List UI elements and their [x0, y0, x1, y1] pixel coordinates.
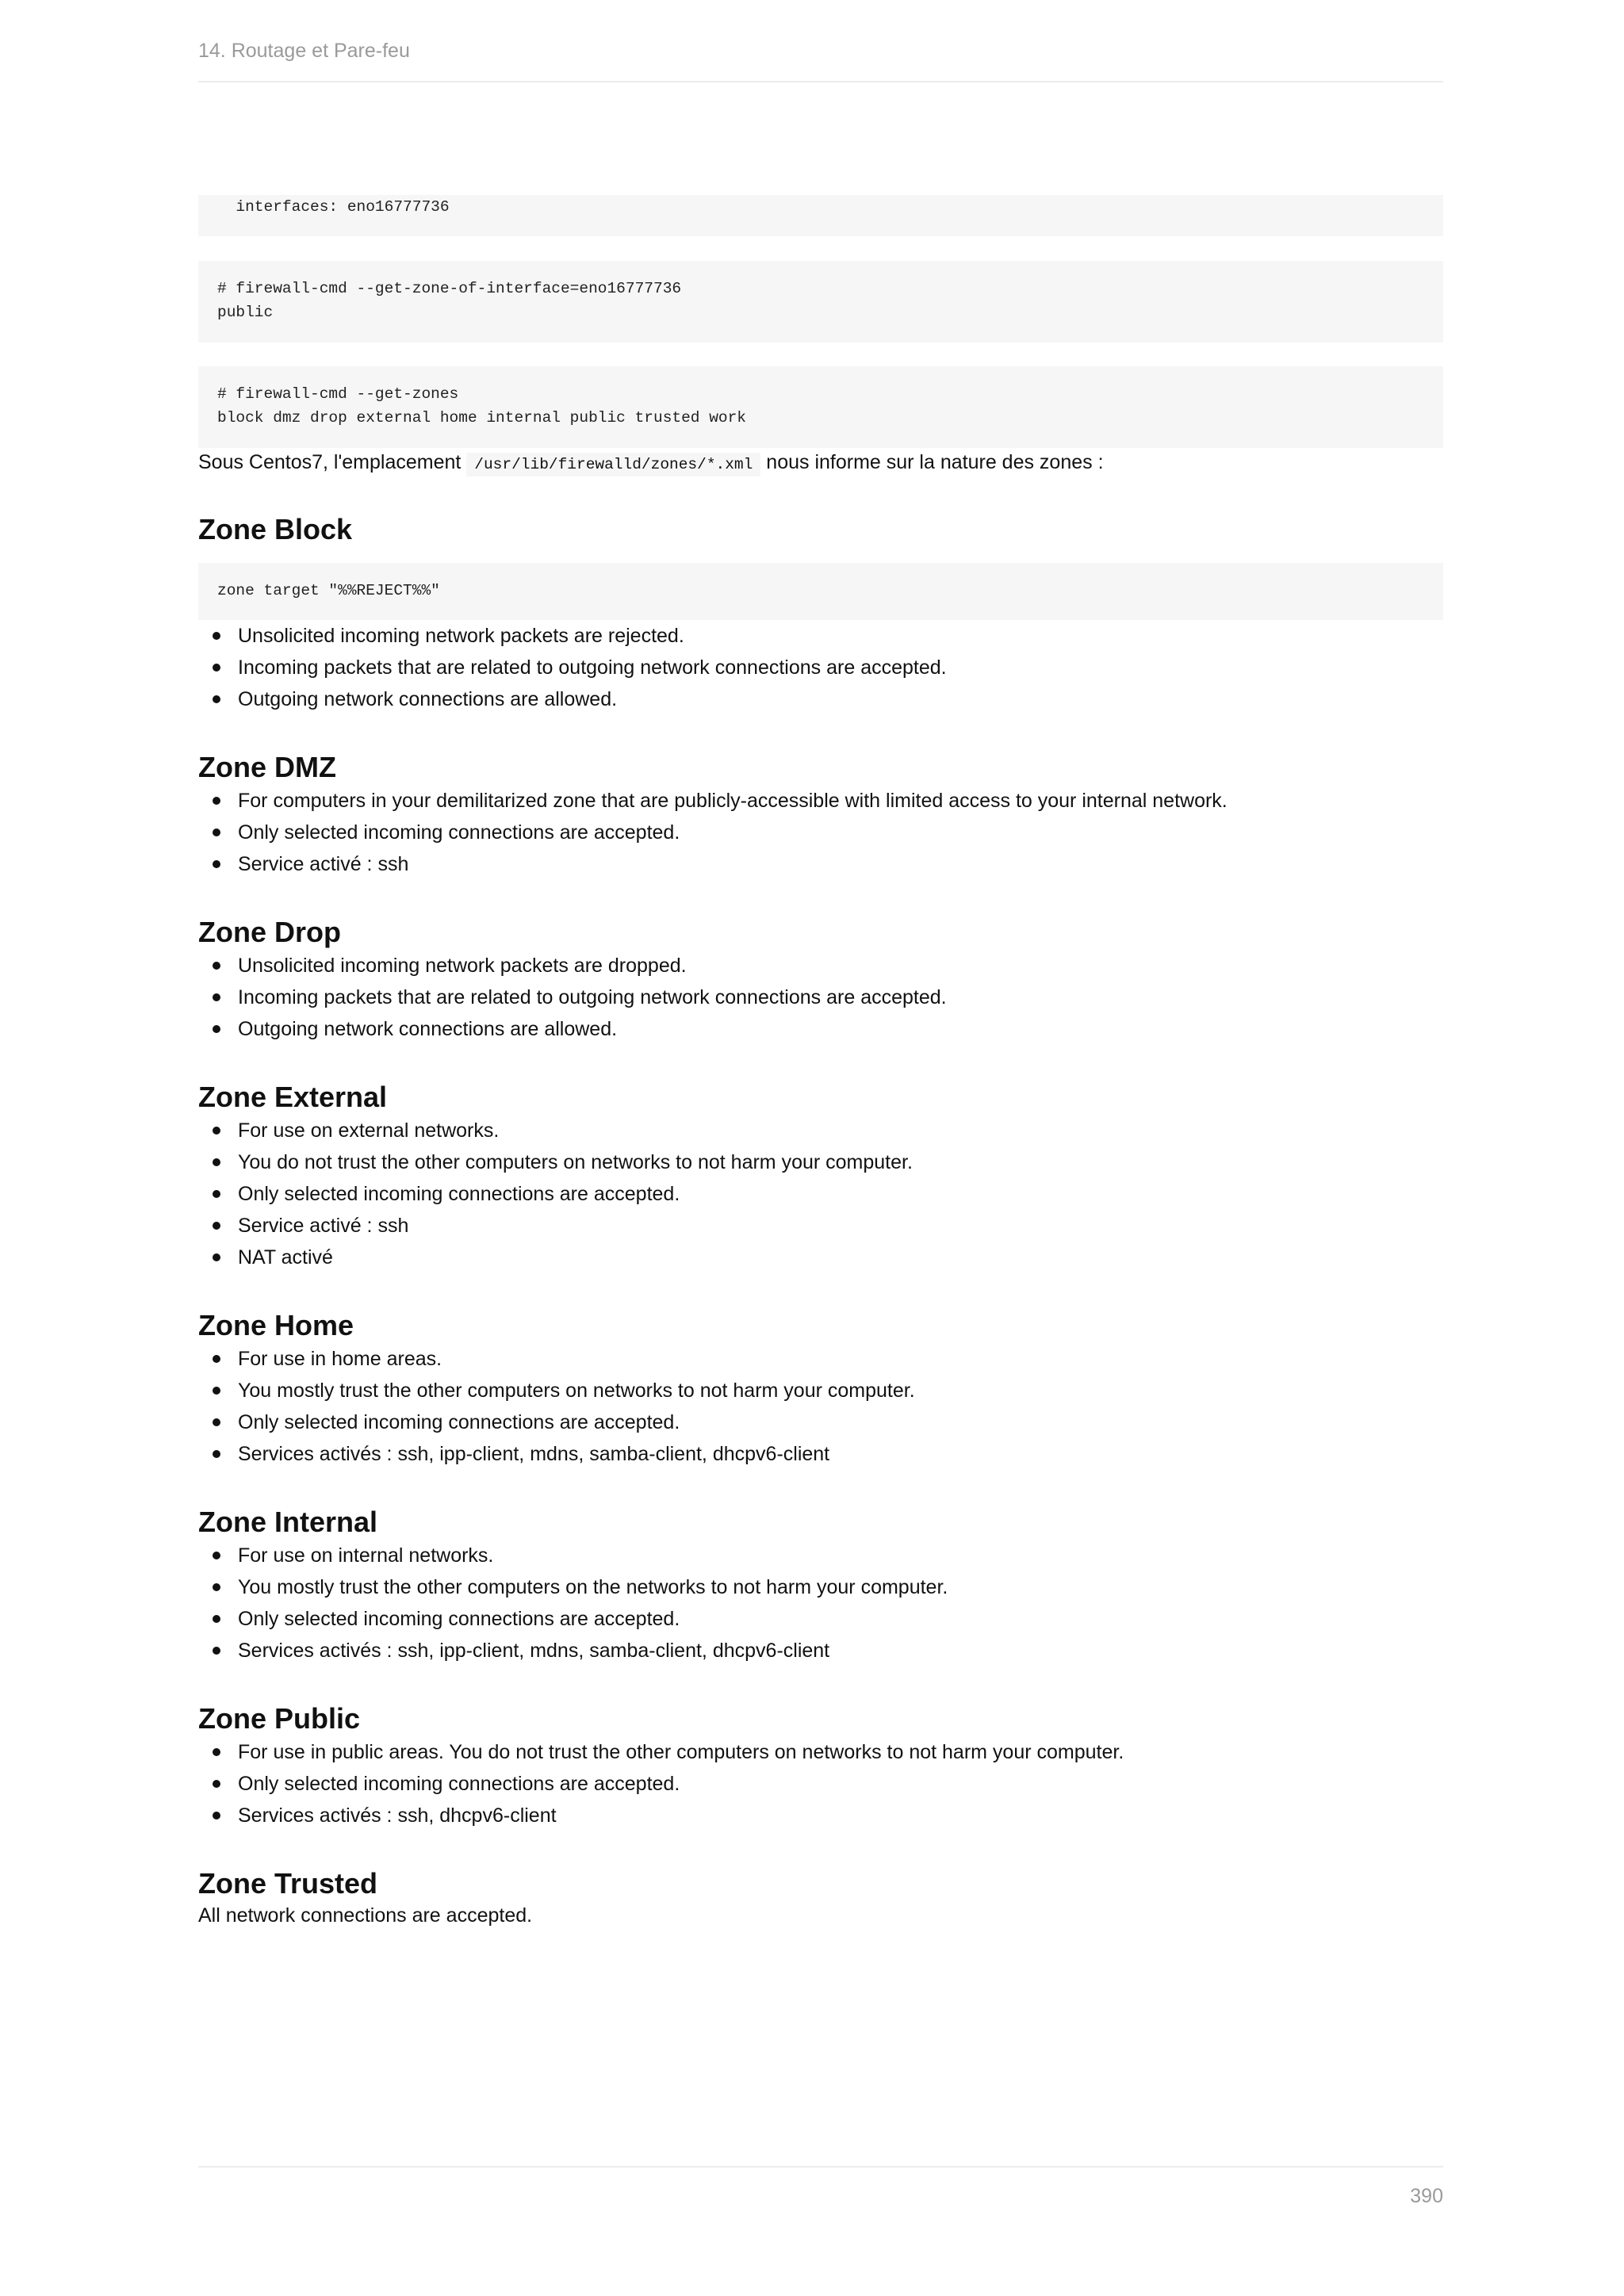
- list-zone-home: [198, 1343, 1443, 1470]
- code-block-block-target: zone target "%%REJECT%%": [198, 563, 1443, 620]
- page-number: 390: [1410, 2185, 1443, 2207]
- paragraph-zone-trusted: All network connections are accepted.: [198, 1904, 533, 1927]
- code-block-get-zones: # firewall-cmd --get-zones block dmz drop external home internal public trusted work: [198, 366, 1443, 448]
- list-zone-external: [198, 1115, 1443, 1273]
- heading-zone-trusted: Zone Trusted: [198, 1867, 378, 1900]
- list-zone-drop: [198, 950, 1443, 1045]
- heading-zone-home: Zone Home: [198, 1309, 354, 1341]
- header-divider: [198, 81, 1443, 82]
- list-item: Outgoing network connections are allowed.: [238, 683, 1443, 715]
- list-item: Only selected incoming connections are accepted.: [238, 817, 1443, 848]
- list-item: Incoming packets that are related to outgoing network connections are accepted.: [238, 982, 1443, 1013]
- code-block-zone-of-interface: # firewall-cmd --get-zone-of-interface=eno16777736 public: [198, 261, 1443, 342]
- intro-text-before: Sous Centos7, l'emplacement: [198, 451, 467, 473]
- list-item: Incoming packets that are related to outgoing network connections are accepted.: [238, 652, 1443, 683]
- list-item: Outgoing network connections are allowed.: [238, 1013, 1443, 1045]
- footer-divider: [198, 2166, 1443, 2168]
- list-item: Unsolicited incoming network packets are rejected.: [238, 620, 1443, 652]
- list-item: You do not trust the other computers on networks to not harm your computer.: [238, 1146, 1443, 1178]
- list-item: Only selected incoming connections are accepted.: [238, 1603, 1443, 1635]
- heading-zone-external: Zone External: [198, 1081, 388, 1113]
- list-item: You mostly trust the other computers on networks to not harm your computer.: [238, 1375, 1443, 1406]
- list-item: You mostly trust the other computers on the networks to not harm your computer.: [238, 1571, 1443, 1603]
- list-item: Service activé : ssh: [238, 848, 1443, 880]
- intro-text-after: nous informe sur la nature des zones :: [760, 451, 1104, 473]
- page-content: [198, 195, 1443, 1930]
- heading-zone-dmz: Zone DMZ: [198, 751, 336, 783]
- list-item: For use on internal networks.: [238, 1540, 1443, 1571]
- list-zone-dmz: [198, 785, 1443, 880]
- list-zone-internal: [198, 1540, 1443, 1667]
- list-item: Services activés : ssh, ipp-client, mdns, samba-client, dhcpv6-client: [238, 1438, 1443, 1470]
- heading-zone-drop: Zone Drop: [198, 916, 341, 948]
- code-block-interfaces: interfaces: eno16777736: [198, 195, 1443, 236]
- list-item: For use in home areas.: [238, 1343, 1443, 1375]
- heading-zone-public: Zone Public: [198, 1702, 361, 1735]
- list-item: Service activé : ssh: [238, 1210, 1443, 1242]
- heading-zone-internal: Zone Internal: [198, 1506, 378, 1538]
- list-zone-public: [198, 1736, 1443, 1831]
- intro-paragraph: [198, 448, 1443, 479]
- list-item: Only selected incoming connections are accepted.: [238, 1178, 1443, 1210]
- list-item: Unsolicited incoming network packets are dropped.: [238, 950, 1443, 982]
- running-header: 14. Routage et Pare-feu: [198, 40, 410, 62]
- list-item: NAT activé: [238, 1242, 1443, 1273]
- list-zone-block: [198, 620, 1443, 715]
- list-item: Services activés : ssh, dhcpv6-client: [238, 1800, 1443, 1831]
- list-item: Services activés : ssh, ipp-client, mdns, samba-client, dhcpv6-client: [238, 1635, 1443, 1667]
- inline-code-path: /usr/lib/firewalld/zones/*.xml: [466, 453, 760, 476]
- list-item: Only selected incoming connections are accepted.: [238, 1768, 1443, 1800]
- heading-zone-block: Zone Block: [198, 513, 353, 545]
- list-item: For use in public areas. You do not trust the other computers on networks to not harm your computer.: [238, 1736, 1443, 1768]
- list-item: Only selected incoming connections are accepted.: [238, 1406, 1443, 1438]
- list-item: For use on external networks.: [238, 1115, 1443, 1146]
- list-item: For computers in your demilitarized zone that are publicly-accessible with limited access to your internal network.: [238, 785, 1443, 817]
